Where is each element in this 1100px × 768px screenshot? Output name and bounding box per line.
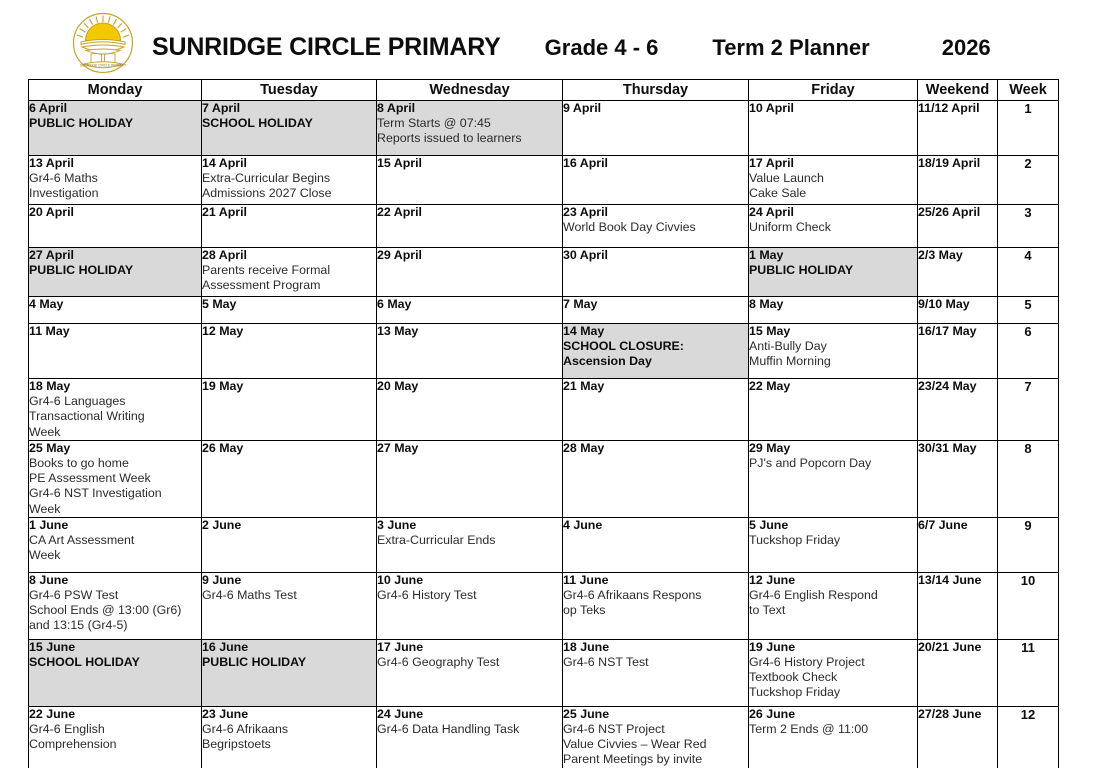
day-date: 14 April	[202, 156, 247, 170]
day-date: 28 May	[563, 440, 605, 455]
day-date: 17 June	[377, 639, 424, 654]
day-date: 15 April	[377, 156, 422, 170]
day-date: 23 June	[202, 706, 249, 721]
day-event: Gr4-6 Maths Test	[202, 588, 297, 603]
weekend-cell[interactable]	[918, 248, 998, 297]
week-number-cell: 8	[998, 440, 1059, 517]
day-cell[interactable]	[749, 379, 918, 441]
weekend-date: 11/12 April	[918, 101, 980, 115]
day-date: 15 May	[749, 324, 791, 338]
weekend-date: 18/19 April	[918, 156, 981, 170]
week-number-cell: 10	[998, 572, 1059, 639]
weekend-cell[interactable]	[918, 379, 998, 441]
week-number-cell: 11	[998, 639, 1059, 706]
day-date: 5 June	[749, 517, 789, 532]
school-crest-logo	[72, 12, 134, 74]
day-cell[interactable]	[202, 639, 377, 706]
day-cell[interactable]	[377, 156, 563, 205]
day-date: 8 April	[377, 101, 416, 115]
day-cell[interactable]	[29, 379, 202, 441]
day-event: Reports issued to learners	[377, 131, 522, 146]
day-event: Gr4-6 NST Project	[563, 722, 665, 737]
table-row	[29, 156, 1059, 205]
day-cell[interactable]	[202, 517, 377, 572]
day-date: 27 May	[377, 440, 419, 455]
day-cell[interactable]	[377, 101, 563, 156]
day-cell[interactable]	[29, 572, 202, 639]
day-event: to Text	[749, 603, 786, 618]
day-event: Extra-Curricular Begins	[202, 171, 331, 186]
day-cell[interactable]	[377, 297, 563, 324]
page-header	[28, 8, 1058, 78]
weekend-date: 6/7 June	[918, 517, 968, 532]
day-cell[interactable]	[563, 205, 749, 248]
day-date: 21 May	[563, 379, 605, 393]
day-date: 26 June	[749, 706, 796, 721]
day-cell[interactable]	[749, 706, 918, 768]
day-cell[interactable]	[377, 324, 563, 379]
day-cell[interactable]	[563, 639, 749, 706]
day-cell[interactable]	[749, 639, 918, 706]
day-cell[interactable]	[749, 517, 918, 572]
day-date: 21 April	[202, 205, 247, 219]
weekend-date: 2/3 May	[918, 248, 963, 262]
weekend-cell[interactable]	[918, 517, 998, 572]
day-cell[interactable]	[749, 101, 918, 156]
day-date: 18 June	[563, 639, 610, 654]
day-event: Tuckshop Friday	[749, 685, 841, 700]
day-event: Books to go home	[29, 456, 129, 471]
day-cell[interactable]	[563, 517, 749, 572]
day-cell[interactable]	[377, 379, 563, 441]
day-cell[interactable]	[377, 639, 563, 706]
day-cell[interactable]	[29, 205, 202, 248]
day-event: Muffin Morning	[749, 354, 831, 369]
table-row	[29, 324, 1059, 379]
day-event: Begripstoets	[202, 737, 271, 752]
day-date: 27 April	[29, 248, 74, 262]
day-cell[interactable]	[29, 248, 202, 297]
day-event: Gr4-6 Data Handling Task	[377, 722, 520, 737]
day-event: PUBLIC HOLIDAY	[29, 263, 134, 278]
day-event: SCHOOL HOLIDAY	[29, 655, 140, 670]
day-date: 17 April	[749, 156, 794, 170]
day-event: World Book Day Civvies	[563, 220, 696, 235]
day-cell[interactable]	[749, 156, 918, 205]
term-title: Term 2 Planner	[712, 34, 870, 60]
week-number-cell: 7	[998, 379, 1059, 441]
week-number-cell: 4	[998, 248, 1059, 297]
day-cell[interactable]	[563, 297, 749, 324]
day-date: 1 June	[29, 517, 69, 532]
day-date: 13 April	[29, 156, 74, 170]
day-event: PUBLIC HOLIDAY	[29, 116, 134, 131]
day-cell[interactable]	[563, 379, 749, 441]
week-number-cell: 1	[998, 101, 1059, 156]
day-cell[interactable]	[202, 440, 377, 517]
day-date: 25 May	[29, 440, 71, 455]
day-event: Extra-Curricular Ends	[377, 533, 496, 548]
weekend-cell[interactable]	[918, 205, 998, 248]
day-cell[interactable]	[29, 517, 202, 572]
day-date: 30 April	[563, 248, 608, 262]
day-event: Week	[29, 548, 61, 563]
day-cell[interactable]	[202, 248, 377, 297]
day-date: 9 June	[202, 572, 242, 587]
week-number-cell: 12	[998, 706, 1059, 768]
week-number-cell: 9	[998, 517, 1059, 572]
day-date: 11 May	[29, 324, 70, 338]
day-event: Gr4-6 Afrikaans	[202, 722, 289, 737]
day-date: 22 April	[377, 205, 422, 219]
column-header-monday: Monday	[29, 80, 202, 101]
day-date: 12 May	[202, 324, 244, 338]
column-header-friday: Friday	[749, 80, 918, 101]
day-event: Uniform Check	[749, 220, 831, 235]
weekend-date: 20/21 June	[918, 639, 982, 654]
weekend-cell[interactable]	[918, 324, 998, 379]
day-event: Tuckshop Friday	[749, 533, 841, 548]
day-event: Gr4-6 English	[29, 722, 105, 737]
day-date: 16 April	[563, 156, 608, 170]
day-date: 24 June	[377, 706, 424, 721]
weekend-date: 9/10 May	[918, 297, 970, 311]
day-event: Gr4-6 English Respond	[749, 588, 878, 603]
day-date: 23 April	[563, 205, 608, 219]
day-date: 22 May	[749, 379, 791, 393]
table-row	[29, 706, 1059, 768]
day-date: 10 April	[749, 101, 794, 115]
day-date: 7 April	[202, 101, 241, 115]
school-name: SUNRIDGE CIRCLE PRIMARY	[152, 32, 501, 61]
day-date: 12 June	[749, 572, 796, 587]
weekend-date: 13/14 June	[918, 572, 982, 587]
day-cell[interactable]	[377, 572, 563, 639]
weekend-date: 25/26 April	[918, 205, 981, 219]
day-cell[interactable]	[749, 440, 918, 517]
column-header-wednesday: Wednesday	[377, 80, 563, 101]
day-date: 26 May	[202, 440, 244, 455]
week-number-cell: 5	[998, 297, 1059, 324]
day-date: 20 April	[29, 205, 74, 219]
day-event: Cake Sale	[749, 186, 807, 201]
day-cell[interactable]	[29, 440, 202, 517]
weekend-cell[interactable]	[918, 297, 998, 324]
day-cell[interactable]	[29, 324, 202, 379]
week-number-cell: 6	[998, 324, 1059, 379]
day-event: CA Art Assessment	[29, 533, 135, 548]
day-date: 3 June	[377, 517, 417, 532]
day-cell[interactable]	[749, 205, 918, 248]
day-cell[interactable]	[202, 297, 377, 324]
day-event: Transactional Writing	[29, 409, 145, 424]
day-cell[interactable]	[563, 101, 749, 156]
day-date: 4 June	[563, 517, 603, 532]
day-event: PE Assessment Week	[29, 471, 151, 486]
day-event: Anti-Bully Day	[749, 339, 827, 354]
table-header-row	[29, 80, 1059, 101]
column-header-tuesday: Tuesday	[202, 80, 377, 101]
year-label: 2026	[941, 34, 991, 60]
day-cell[interactable]	[202, 205, 377, 248]
day-event: Admissions 2027 Close	[202, 186, 332, 201]
table-body	[29, 101, 1059, 768]
day-date: 2 June	[202, 517, 242, 532]
day-cell[interactable]	[377, 517, 563, 572]
svg-text:SUNRIDGE CIRCLE PRIMARY: SUNRIDGE CIRCLE PRIMARY	[79, 63, 127, 68]
day-cell[interactable]	[29, 101, 202, 156]
weekend-date: 16/17 May	[918, 324, 977, 338]
day-event: Gr4-6 NST Test	[563, 655, 649, 670]
term-planner-table	[28, 79, 1059, 768]
header-titles	[152, 33, 1058, 62]
day-event: Value Civvies – Wear Red	[563, 737, 707, 752]
day-event: and 13:15 (Gr4-5)	[29, 618, 128, 633]
day-event: Value Launch	[749, 171, 824, 186]
day-date: 7 May	[563, 297, 598, 311]
weekend-date: 27/28 June	[918, 706, 982, 721]
table-row	[29, 639, 1059, 706]
day-event: Gr4-6 Afrikaans Respons	[563, 588, 702, 603]
day-date: 15 June	[29, 639, 76, 654]
day-cell[interactable]	[202, 156, 377, 205]
day-date: 6 April	[29, 101, 68, 115]
weekend-cell[interactable]	[918, 639, 998, 706]
day-cell[interactable]	[29, 297, 202, 324]
day-event: Investigation	[29, 186, 99, 201]
day-cell[interactable]	[29, 706, 202, 768]
day-event: School Ends @ 13:00 (Gr6)	[29, 603, 182, 618]
column-header-weekend: Weekend	[918, 80, 998, 101]
grade-range: Grade 4 - 6	[544, 34, 659, 60]
day-cell[interactable]	[563, 706, 749, 768]
day-date: 6 May	[377, 297, 412, 311]
day-cell[interactable]	[749, 324, 918, 379]
day-cell[interactable]	[749, 248, 918, 297]
day-event: Parents receive Formal	[202, 263, 331, 278]
day-date: 19 June	[749, 639, 796, 654]
day-event: Gr4-6 Maths	[29, 171, 98, 186]
day-event: Gr4-6 History Test	[377, 588, 477, 603]
day-event: Comprehension	[29, 737, 117, 752]
day-event: op Teks	[563, 603, 606, 618]
day-cell[interactable]	[563, 440, 749, 517]
day-event: SCHOOL HOLIDAY	[202, 116, 313, 131]
day-cell[interactable]	[202, 379, 377, 441]
day-cell[interactable]	[563, 324, 749, 379]
day-date: 25 June	[563, 706, 610, 721]
day-date: 18 May	[29, 379, 71, 393]
day-cell[interactable]	[29, 639, 202, 706]
day-cell[interactable]	[377, 706, 563, 768]
day-date: 14 May	[563, 324, 605, 338]
weekend-cell[interactable]	[918, 440, 998, 517]
day-event: Ascension Day	[563, 354, 652, 369]
day-date: 16 June	[202, 639, 249, 654]
day-cell[interactable]	[563, 572, 749, 639]
day-event: Textbook Check	[749, 670, 838, 685]
day-date: 8 May	[749, 297, 784, 311]
day-date: 5 May	[202, 297, 237, 311]
day-date: 9 April	[563, 101, 602, 115]
week-number-cell: 2	[998, 156, 1059, 205]
day-event: Gr4-6 NST Investigation	[29, 486, 162, 501]
day-date: 8 June	[29, 572, 69, 587]
day-event: Term Starts @ 07:45	[377, 116, 491, 131]
day-date: 28 April	[202, 248, 247, 262]
table-row	[29, 440, 1059, 517]
day-event: Assessment Program	[202, 278, 321, 293]
day-event: Term 2 Ends @ 11:00	[749, 722, 869, 737]
day-cell[interactable]	[749, 297, 918, 324]
table-row	[29, 297, 1059, 324]
column-header-week: Week	[998, 80, 1059, 101]
day-date: 22 June	[29, 706, 76, 721]
weekend-cell[interactable]	[918, 101, 998, 156]
table-row	[29, 101, 1059, 156]
table-row	[29, 205, 1059, 248]
day-cell[interactable]	[377, 440, 563, 517]
day-date: 13 May	[377, 324, 419, 338]
day-event: Parent Meetings by invite	[563, 752, 703, 767]
day-cell[interactable]	[202, 324, 377, 379]
weekend-date: 23/24 May	[918, 379, 977, 393]
table-row	[29, 248, 1059, 297]
day-event: Week	[29, 501, 61, 516]
day-cell[interactable]	[749, 572, 918, 639]
weekend-cell[interactable]	[918, 572, 998, 639]
table-row	[29, 517, 1059, 572]
day-event: PUBLIC HOLIDAY	[749, 263, 854, 278]
day-date: 29 May	[749, 440, 791, 455]
day-date: 24 April	[749, 205, 794, 219]
column-header-thursday: Thursday	[563, 80, 749, 101]
weekend-cell[interactable]	[918, 706, 998, 768]
weekend-cell[interactable]	[918, 156, 998, 205]
day-date: 10 June	[377, 572, 424, 587]
day-event: Gr4-6 Geography Test	[377, 655, 500, 670]
day-date: 19 May	[202, 379, 244, 393]
table-row	[29, 572, 1059, 639]
day-cell[interactable]	[563, 248, 749, 297]
day-event: Week	[29, 424, 61, 439]
day-date: 11 June	[563, 572, 609, 587]
day-cell[interactable]	[202, 572, 377, 639]
day-cell[interactable]	[563, 156, 749, 205]
day-date: 4 May	[29, 297, 64, 311]
week-number-cell: 3	[998, 205, 1059, 248]
day-event: Gr4-6 Languages	[29, 394, 126, 409]
day-cell[interactable]	[202, 101, 377, 156]
day-event: PJ's and Popcorn Day	[749, 456, 872, 471]
day-cell[interactable]	[202, 706, 377, 768]
day-cell[interactable]	[377, 248, 563, 297]
table-row	[29, 379, 1059, 441]
day-date: 20 May	[377, 379, 419, 393]
day-event: PUBLIC HOLIDAY	[202, 655, 307, 670]
day-event: Gr4-6 PSW Test	[29, 588, 119, 603]
weekend-date: 30/31 May	[918, 440, 977, 455]
day-event: SCHOOL CLOSURE:	[563, 339, 684, 354]
day-cell[interactable]	[29, 156, 202, 205]
day-cell[interactable]	[377, 205, 563, 248]
day-date: 29 April	[377, 248, 422, 262]
day-date: 1 May	[749, 248, 784, 262]
day-event: Gr4-6 History Project	[749, 655, 865, 670]
